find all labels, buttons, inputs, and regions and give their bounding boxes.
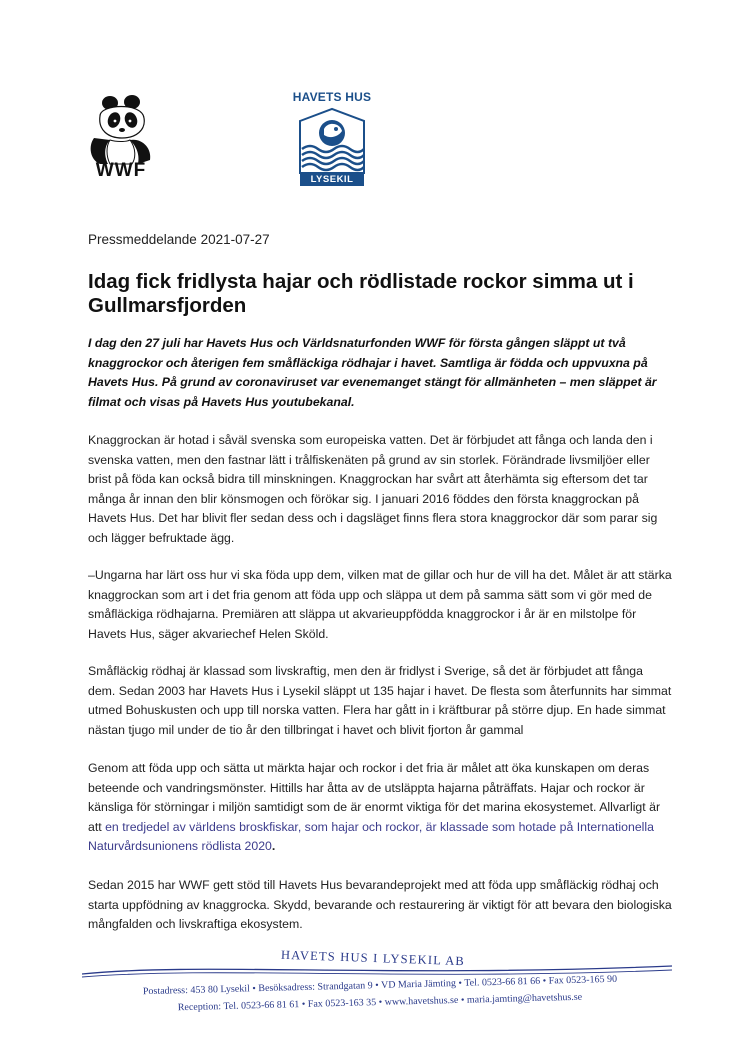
havets-hus-sub: LYSEKIL: [310, 174, 354, 185]
page-title: Idag fick fridlysta hajar och rödlistade rockor simma ut i Gullmarsfjorden: [88, 270, 634, 317]
paragraph-4-text: Genom att föda upp och sätta ut märkta hajar och rockor i det fria är målet att öka kunskapen om deras beteende och vandringsmönster. Hittills har åtta av de utsläppta hajarna påträffats. Hajar och rockor är känsliga för störningar i miljön samtidigt som de är enormt viktiga för det marina ekosystemet. Allvarligt är att: [88, 761, 661, 834]
press-release-date: Pressmeddelande 2021-07-27: [88, 232, 270, 247]
footer-address: Postadress: 453 80 Lysekil • Besöksadress: Strandgatan 9 • VD Maria Jämting • Tel. 0523-66 81 66 • Fax 0523-165 90: [142, 973, 618, 998]
body-paragraph-5: Sedan 2015 har WWF gett stöd till Havets Hus bevarandeprojekt med att föda upp småfläckig rödhaj och starta uppfödning av knaggrocka. Skydd, bevarande och restaurering är viktigt för att bevara den biologiska mångfalden och livskraftiga ekosystem.: [88, 878, 672, 931]
body-paragraph-1: Knaggrockan är hotad i såväl svenska som europeiska vatten. Det är förbjudet att fånga och landa den i svenska vatten, men den fastnar lätt i trålfiskenäten på grund av sin storlek. Förändrade livsmiljöer eller brist på föda kan också bidra till minskningen. Knaggrockan har svårt att återhämta sig eftersom det tar många år innan den blir könsmogen och förökar sig. I januari 2016 föddes den första knaggrockan på Havets Hus. Det har blivit fler sedan dess och i dagsläget finns flera stora knaggrockor där som parar sig och lägger befruktade ägg.: [88, 433, 658, 545]
havets-hus-wordmark: HAVETS HUS: [292, 90, 372, 104]
wwf-logo: [86, 94, 156, 186]
wwf-wordmark: WWF: [95, 160, 147, 181]
lead-paragraph: I dag den 27 juli har Havets Hus och Världsnaturfonden WWF för första gången släppt ut två knaggrockor och återigen fem småfläckiga rödhajar i havet. Samtliga är födda och uppvuxna på Havets Hus. På grund av coronaviruset var evenemanget stängt för allmänheten – men släppet är filmat och visas på Havets Hus youtubekanal.: [88, 336, 657, 409]
body-paragraph-2: –Ungarna har lärt oss hur vi ska föda upp dem, vilken mat de gillar och hur de vill ha det. Målet är att stärka knaggrockan som art i det fria genom att föda upp och släppa ut dem på samma sätt som vi gör med de småfläckiga rödhajarna. Premiären att släppa ut akvarieuppfödda knaggrockor i år är en milstolpe för Havets Hus, säger akvariechef Helen Sköld.: [88, 568, 672, 641]
footer-contact: Reception: Tel. 0523-66 81 61 • Fax 0523-163 35 • www.havetshus.se • maria.jamting@havetshus.se: [177, 991, 583, 1014]
redlist-link-text[interactable]: en tredjedel av världens broskfiskar, som hajar och rockor, är klassade som hotade på Internationella Naturvårdsunionens rödlista 2020: [88, 819, 654, 853]
footer-company-name: HAVETS HUS I LYSEKIL AB: [280, 947, 466, 969]
body-paragraph-4: [88, 759, 673, 857]
havets-hus-logo: [292, 90, 372, 186]
body-paragraph-3: Småfläckig rödhaj är klassad som livskraftig, men den är fridlyst i Sverige, så det är förbjudet att fånga dem. Sedan 2003 har Havets Hus i Lysekil släppt ut 135 hajar i havet. De flesta som återfunnits har simmat utmed Bohuskusten och upp till norska vatten. Flera har gått in i kräftburar på större djup. En hade simmat nästan tjugo mil under de tio år den tillbringat i havet och blivit fjorton år gammal: [88, 664, 672, 737]
paragraph-4-end: .: [271, 839, 276, 853]
